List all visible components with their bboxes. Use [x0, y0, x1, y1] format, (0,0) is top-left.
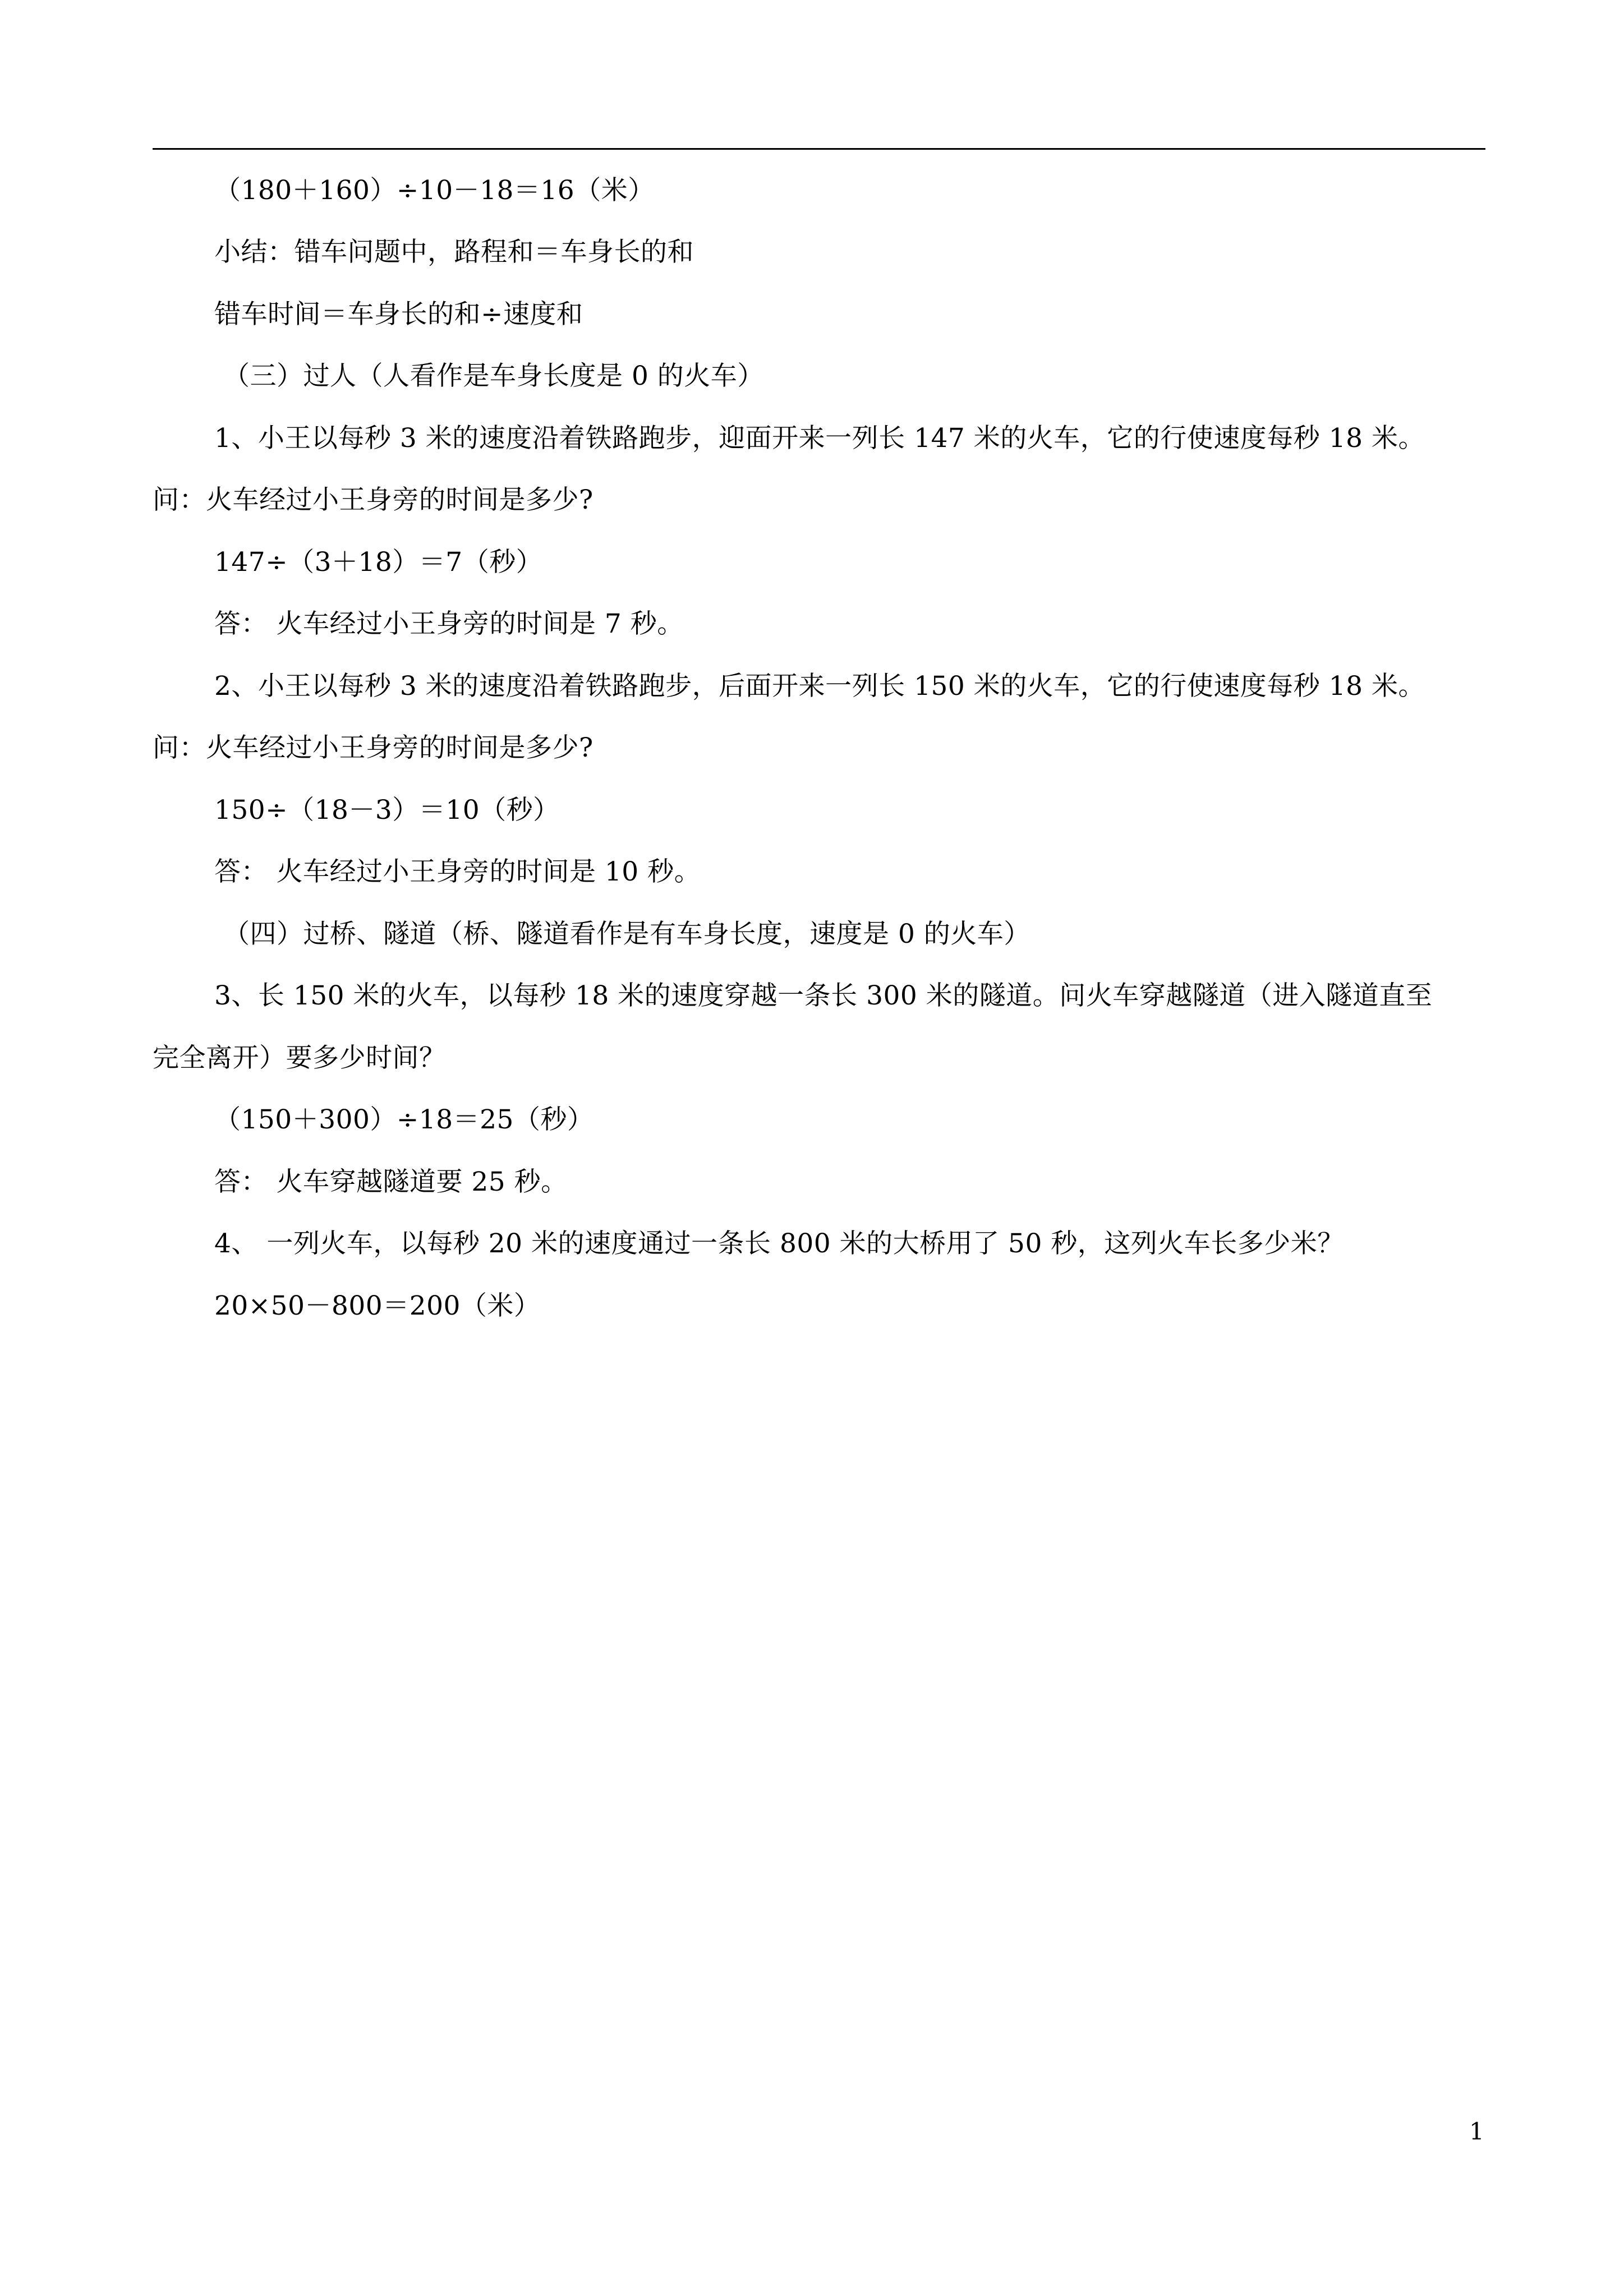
section-heading: （三）过人（人看作是车身长度是 0 的火车）	[223, 361, 764, 391]
header-rule	[153, 148, 1485, 150]
summary-line: 小结：错车问题中，路程和＝车身长的和	[214, 237, 694, 268]
formula-line: 20×50－800＝200（米）	[214, 1290, 541, 1321]
summary-line: 错车时间＝车身长的和÷速度和	[214, 299, 583, 330]
answer-line: 答： 火车经过小王身旁的时间是 10 秒。	[214, 856, 701, 887]
section-heading: （四）过桥、隧道（桥、隧道看作是有车身长度，速度是 0 的火车）	[223, 919, 1030, 949]
problem-line: 3、长 150 米的火车，以每秒 18 米的速度穿越一条长 300 米的隧道。问火车穿越隧道（进入隧道直至	[214, 980, 1433, 1011]
problem-line: 1、小王以每秒 3 米的速度沿着铁路跑步，迎面开来一列长 147 米的火车，它的行使速度每秒 18 米。	[214, 423, 1425, 454]
formula-line: （150＋300）÷18＝25（秒）	[214, 1104, 594, 1135]
answer-line: 答： 火车穿越隧道要 25 秒。	[214, 1167, 568, 1197]
formula-line: 147÷（3＋18）＝7（秒）	[214, 547, 543, 578]
answer-line: 答： 火车经过小王身旁的时间是 7 秒。	[214, 608, 684, 639]
formula-line: （180＋160）÷10－18＝16（米）	[214, 175, 655, 206]
problem-line: 问：火车经过小王身旁的时间是多少?	[153, 485, 594, 515]
problem-line: 问：火车经过小王身旁的时间是多少?	[153, 732, 594, 763]
page-number: 1	[1469, 2118, 1484, 2145]
problem-line: 2、小王以每秒 3 米的速度沿着铁路跑步，后面开来一列长 150 米的火车，它的行使速度每秒 18 米。	[214, 671, 1425, 702]
formula-line: 150÷（18－3）＝10（秒）	[214, 795, 560, 826]
problem-line: 4、 一列火车，以每秒 20 米的速度通过一条长 800 米的大桥用了 50 秒，这列火车长多少米？	[214, 1228, 1344, 1259]
problem-line: 完全离开）要多少时间？	[153, 1043, 446, 1073]
